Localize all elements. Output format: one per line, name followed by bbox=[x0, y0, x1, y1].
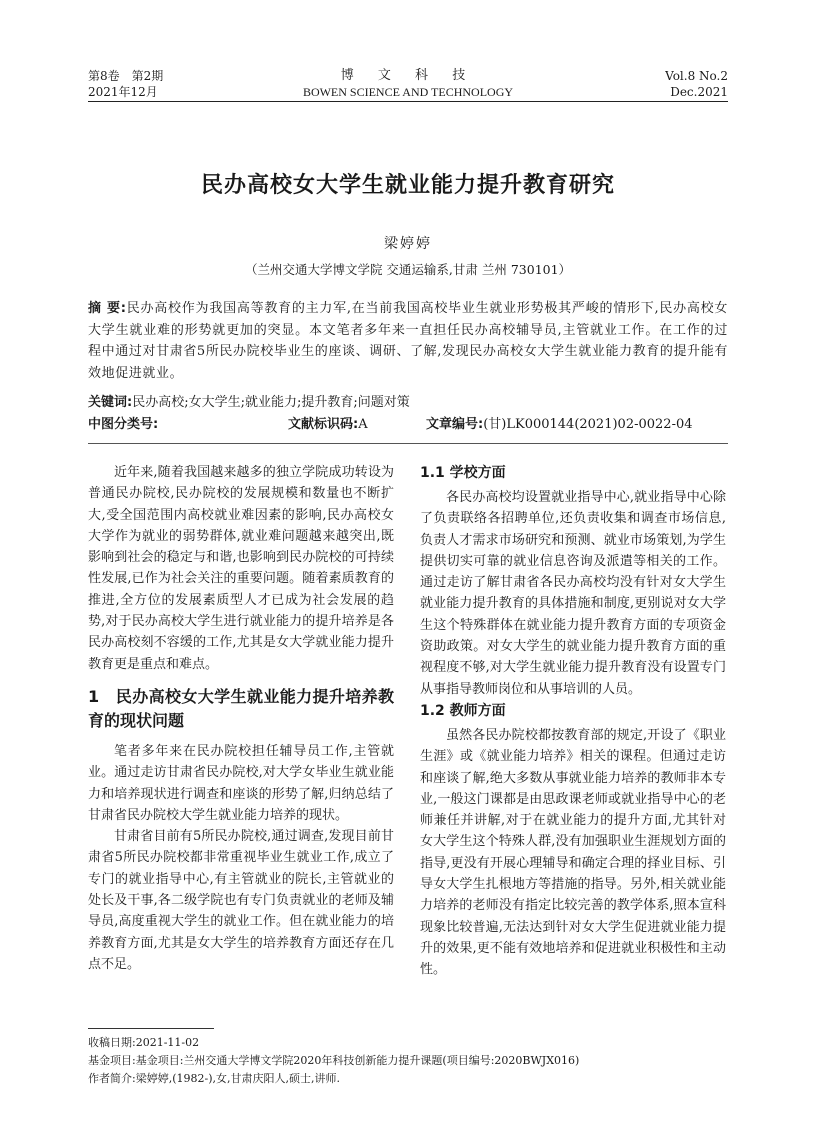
document-code-label: 文献标识码: bbox=[288, 417, 359, 432]
footnote-divider bbox=[88, 1028, 214, 1029]
subsection-heading-1-2: 1.2 教师方面 bbox=[420, 702, 506, 719]
author-bio: 作者简介:梁婷婷,(1982-),女,甘肃庆阳人,硕士,讲师. bbox=[88, 1072, 340, 1085]
section-heading-1: 1 民办高校女大学生就业能力提升培养教育的现状问题 bbox=[88, 686, 394, 730]
subsection-heading-1-1: 1.1 学校方面 bbox=[420, 465, 506, 481]
fund-project: 基金项目:基金项目:兰州交通大学博文学院2020年科技创新能力提升课题(项目编号:2020BWJX016) bbox=[88, 1054, 580, 1067]
keywords-text: 民办高校;女大学生;就业能力;提升教育;问题对策 bbox=[132, 395, 410, 410]
author-name: 梁婷婷 bbox=[384, 236, 432, 252]
document-code bbox=[288, 415, 368, 435]
right-column bbox=[420, 462, 726, 981]
class-number-label: 中图分类号: bbox=[88, 417, 159, 432]
left-column bbox=[88, 462, 394, 975]
article-number-value: (甘)LK000144(2021)02-0022-04 bbox=[483, 417, 693, 432]
header-divider bbox=[88, 101, 728, 102]
intro-paragraph: 近年来,随着我国越来越多的独立学院成功转设为普通民办院校,民办院校的发展规模和数量也不断扩大,受全国范围内高校就业难因素的影响,民办高校女大学作为就业的弱势群体,就业难问题越来越突出,既影响到社会的稳定与和谐,也影响到民办院校的可持续性发展,已作为社会关注的重要问题。随着素质教育的推进,全方位的发展素质型人才已成为社会发展的趋势,对于民办高校大学生进行就业能力的提升培养是各民办高校刻不容缓的工作,尤其是女大学就业能力提升教育更是重点和难点。 bbox=[88, 465, 394, 672]
journal-name-cn: 博 文 科 技 bbox=[340, 68, 476, 83]
volume-issue-en: Vol.8 No.2 bbox=[665, 69, 728, 83]
journal-name-en: BOWEN SCIENCE AND TECHNOLOGY bbox=[302, 85, 514, 99]
abstract-divider bbox=[88, 443, 728, 444]
subsection-1-1-paragraph: 各民办高校均设置就业指导中心,就业指导中心除了负责联络各招聘单位,还负责收集和调查市场信息,负责人才需求市场研究和预测、就业市场策划,为学生提供切实可靠的就业信息咨询及派遣等相关的工作。通过走访了解甘肃省各民办高校均没有针对女大学生就业能力提升教育的具体措施和制度,更别说对女大学生这个特殊群体在就业能力提升教育方面的专项资金资助政策。对女大学生的就业能力提升教育方面的重视程度不够,对大学生就业能力提升教育没有设置专门从事指导教师岗位和从事培训的人员。 bbox=[420, 490, 726, 697]
issue-date-en: Dec.2021 bbox=[670, 85, 728, 99]
document-code-value: A bbox=[358, 417, 368, 432]
section1-paragraph-1: 笔者多年来在民办院校担任辅导员工作,主管就业。通过走访甘肃省民办院校,对大学女毕业生就业能力和培养现状进行调查和座谈的形势了解,归纳总结了甘肃省民办院校大学生就业能力培养的现状。 bbox=[88, 743, 394, 823]
article-number-label: 文章编号: bbox=[426, 417, 484, 432]
issue-date: 2021年12月 bbox=[88, 85, 158, 99]
article-number bbox=[426, 415, 693, 435]
keywords-label: 关键词: bbox=[88, 395, 133, 410]
subsection-1-2-paragraph: 虽然各民办院校都按教育部的规定,开设了《职业生涯》或《就业能力培养》相关的课程。但通过走访和座谈了解,绝大多数从事就业能力培养的教师非本专业,一般这门课都是由思政课老师或就业指导中心的老师兼任并讲解,对于在就业能力的提升方面,尤其针对女大学生这个特殊人群,没有加强职业生涯规划方面的指导,更没有开展心理辅导和确定合理的择业目标、引导女大学生扎根地方等措施的指导。另外,相关就业能力培养的老师没有指定比较完善的教学体系,照本宣科现象比较普遍,无法达到针对女大学生促进就业能力提升的效果,更不能有效地培养和促进就业积极性和主动性。 bbox=[420, 727, 726, 978]
abstract-text: 民办高校作为我国高等教育的主力军,在当前我国高校毕业生就业形势极其严峻的情形下,民办高校女大学生就业难的形势就更加的突显。本文笔者多年来一直担任民办高校辅导员,主管就业工作。在工作的过程中通过对甘肃省5所民办院校毕业生的座谈、调研、了解,发现民办高校女大学生就业能力教育的提升能有效地促进就业。 bbox=[88, 301, 729, 381]
issue-info-en bbox=[665, 68, 728, 100]
volume-issue: 第8卷 第2期 bbox=[88, 69, 164, 83]
article-title: 民办高校女大学生就业能力提升教育研究 bbox=[200, 172, 615, 198]
author-affiliation: （兰州交通大学博文学院 交通运输系,甘肃 兰州 730101） bbox=[244, 262, 572, 277]
keywords bbox=[88, 393, 728, 413]
received-date: 收稿日期:2021-11-02 bbox=[88, 1036, 200, 1049]
abstract bbox=[88, 298, 728, 384]
abstract-label: 摘 要: bbox=[88, 301, 127, 316]
section1-paragraph-2: 甘肃省目前有5所民办院校,通过调查,发现目前甘肃省5所民办院校都非常重视毕业生就业工作,成立了专门的就业指导中心,有主管就业的院长,主管就业的处长及干事,各二级学院也有专门负责就业的老师及辅导员,高度重视大学生的就业工作。但在就业能力的培养教育方面,尤其是女大学生的培养教育方面还存在几点不足。 bbox=[88, 829, 394, 972]
